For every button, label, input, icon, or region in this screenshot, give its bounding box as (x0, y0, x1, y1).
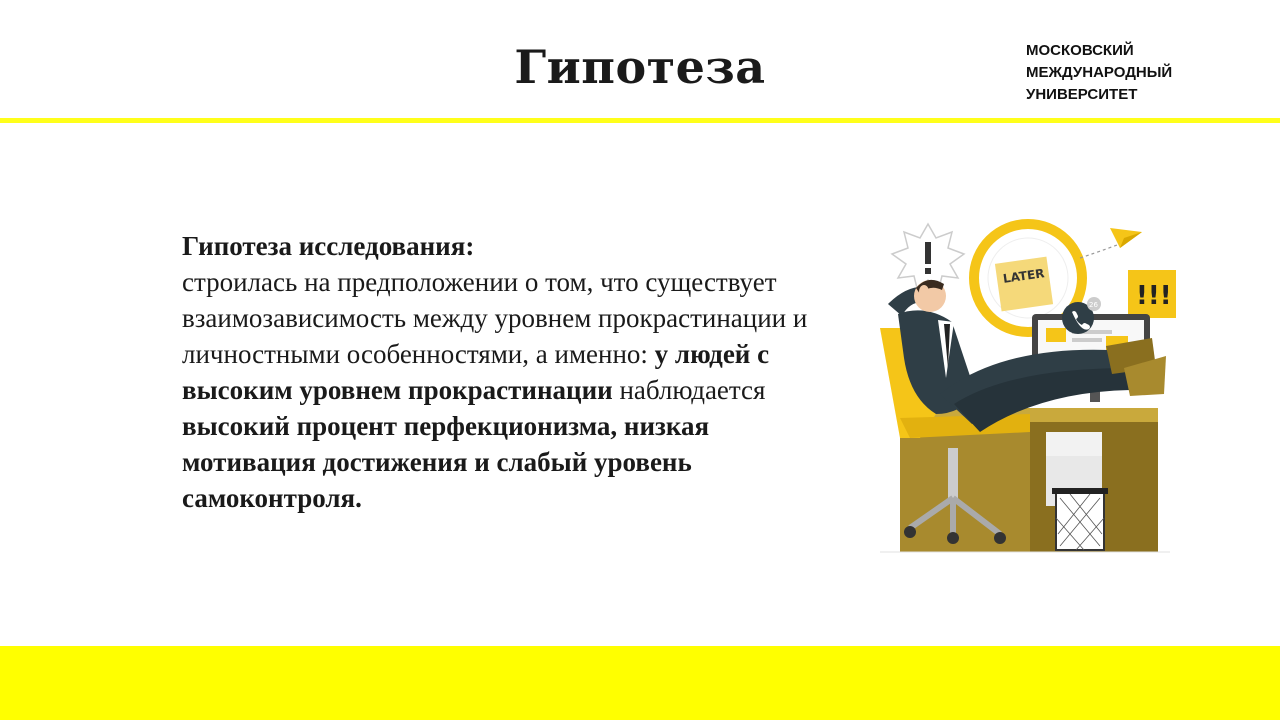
procrastination-illustration (880, 218, 1180, 558)
paragraph-part-2: наблюдается (612, 375, 766, 405)
paragraph-bold-2: высокий процент перфекционизма, низкая мотивация достижения и слабый уровень самоконтроля. (182, 411, 710, 513)
alert-card-label: !!! (1136, 281, 1172, 311)
header-divider (0, 118, 1280, 123)
paragraph-part-1: строилась на предположении о том, что существует взаимозависимость между уровнем прокрастинации и личностными особенностями, а именно: (182, 267, 808, 369)
logo-line-2: МЕЖДУНАРОДНЫЙ (1026, 64, 1173, 81)
page-title: Гипотеза (514, 40, 766, 94)
university-logo (1026, 40, 1172, 106)
hypothesis-heading: Гипотеза исследования: (182, 231, 475, 261)
paragraph-bold-1: у людей с высоким уровнем прокрастинации (182, 339, 770, 405)
clock-note-label: LATER (1002, 266, 1046, 286)
procrastination-illustration-svg (880, 218, 1180, 558)
footer-band (0, 646, 1280, 720)
paper-plane-icon (1110, 228, 1142, 248)
hypothesis-text (182, 228, 842, 516)
phone-badge: 26 (1089, 301, 1098, 309)
logo-line-3: УНИВЕРСИТЕТ (1026, 86, 1138, 103)
alert-card-icon (1128, 270, 1176, 318)
hypothesis-paragraph (182, 264, 842, 516)
trash-bin-icon (1052, 488, 1108, 550)
logo-line-1: МОСКОВСКИЙ (1026, 42, 1134, 59)
